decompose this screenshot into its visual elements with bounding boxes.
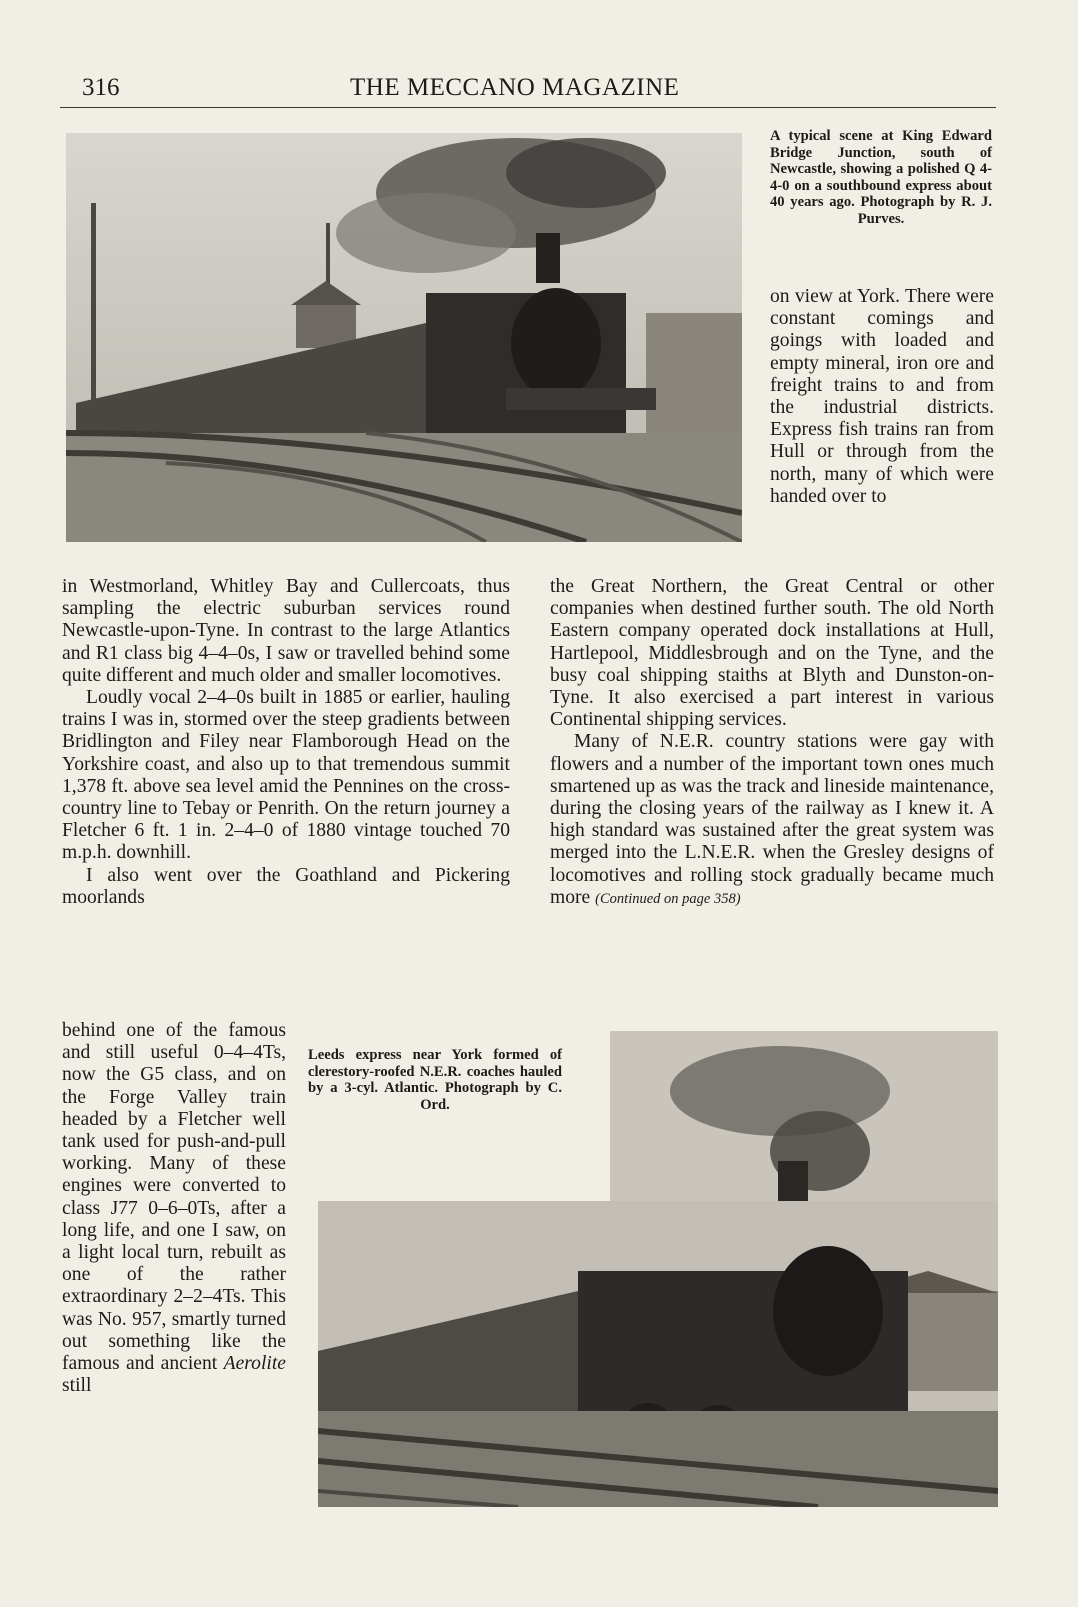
- right-paragraph-2-text: Many of N.E.R. country stations were gay with flowers and a number of the important town ones much smartened up as was the track and lineside maintenance, during the closing years of the railway as I knew it. A high standard was sustained after the great system was merged into the L.N.E.R. when the Gresley designs of locomotives and rolling stock gradually became much more: [550, 731, 994, 908]
- right-top-text: [770, 286, 994, 508]
- left-paragraph-2: Loudly vocal 2–4–0s built in 1885 or earlier, hauling trains I was in, stormed over the steep gradients between Bridlington and Filey near Flamborough Head on the Yorkshire coast, and also up to that tremendous summit 1,378 ft. above sea level amid the Pennines on the cross-country line to Tebay or Penrith. On the return journey a Fletcher 6 ft. 1 in. 2–4–0 of 1880 vintage touched 70 m.p.h. downhill.: [62, 687, 510, 864]
- photo-leeds-express-top: [610, 1031, 998, 1201]
- left-paragraph-3-end: still: [62, 1375, 92, 1397]
- aerolite-name: Aerolite: [223, 1353, 286, 1375]
- left-paragraph-3-cont: [62, 1020, 286, 1397]
- header-rule: [60, 107, 996, 108]
- photo2-caption: Leeds express near York formed of clerestory-roofed N.E.R. coaches hauled by a 3-cyl. Atlantic. Photograph by C. Ord.: [308, 1047, 562, 1113]
- page-number: 316: [82, 74, 120, 101]
- right-column: [550, 576, 994, 910]
- left-column-lower: [62, 1020, 286, 1397]
- right-paragraph-2: [550, 731, 994, 910]
- left-paragraph-3-text: behind one of the famous and still useful 0–4–4Ts, now the G5 class, and on the Forge Valley train headed by a Fletcher well tank used for push-and-pull working. Many of these engines were converted to class J77 0–6–0Ts, after a long life, and one I saw, on a light local turn, rebuilt as one of the rather extraordinary 2–2–4Ts. This was No. 957, smartly turned out something like the famous and ancient: [62, 1020, 286, 1375]
- left-column-upper: [62, 576, 510, 909]
- continued-note: (Continued on page 358): [595, 890, 741, 907]
- photo1-caption: A typical scene at King Edward Bridge Junction, south of Newcastle, showing a polished Q 4-4-0 on a southbound express about 40 years ago. Photograph by R. J. Purves.: [770, 128, 992, 227]
- left-paragraph-3-start: I also went over the Goathland and Pickering moorlands: [62, 864, 510, 908]
- photo-leeds-express: [318, 1201, 998, 1507]
- right-top-paragraph: on view at York. There were constant comings and goings with loaded and empty mineral, iron ore and freight trains to and from the industrial districts. Express fish trains ran from Hull or through from the north, many of which were handed over to: [770, 286, 994, 507]
- left-paragraph-1: in Westmorland, Whitley Bay and Cullercoats, thus sampling the electric suburban services round Newcastle-upon-Tyne. In contrast to the large Atlantics and R1 class big 4–4–0s, I saw or travelled behind some quite different and much older and smaller locomotives.: [62, 576, 510, 686]
- right-paragraph-1: the Great Northern, the Great Central or other companies when destined further south. The old North Eastern company operated dock installations at Hull, Hartlepool, Middlesbrough and on the Tyne, and the busy coal shipping staiths at Blyth and Dunston-on-Tyne. It also exercised a part interest in various Continental shipping services.: [550, 576, 994, 731]
- running-title: THE MECCANO MAGAZINE: [350, 74, 680, 101]
- photo-king-edward-bridge: [66, 133, 742, 542]
